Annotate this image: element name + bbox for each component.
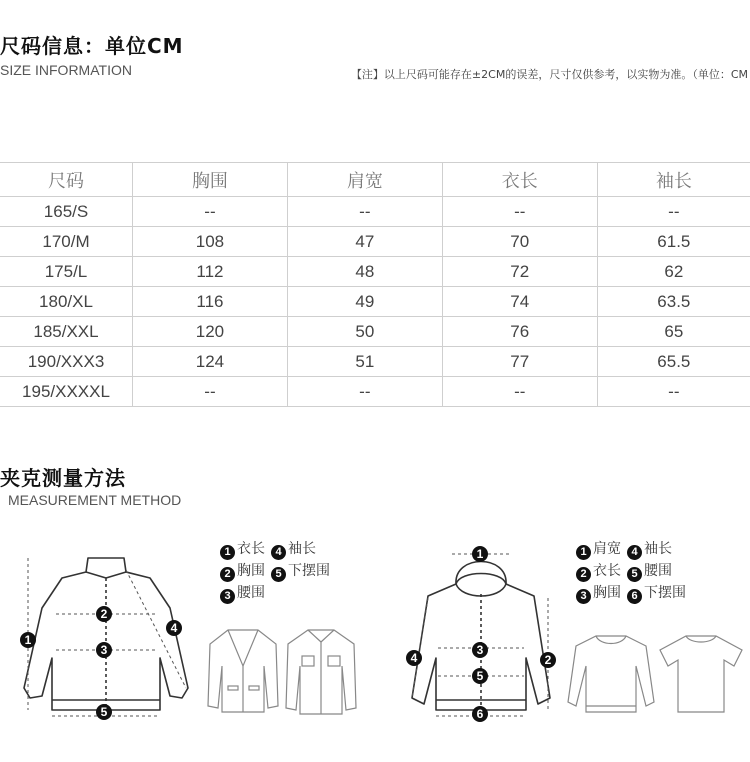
legend-item — [220, 538, 265, 560]
cell-size: 195/XXXXL — [0, 377, 133, 407]
measure-title-cn: 夹克测量方法 — [0, 466, 126, 490]
table-row — [0, 287, 750, 317]
cell-chest: 112 — [133, 257, 288, 287]
hoodie-hood — [456, 574, 506, 597]
header-sleeve: 袖长 — [597, 163, 750, 197]
hoodie-marker-4 — [406, 650, 422, 666]
cell-chest: 120 — [133, 317, 288, 347]
hoodie-outline — [412, 562, 550, 711]
cell-length: -- — [442, 197, 597, 227]
legend-label: 衣长 — [237, 541, 265, 557]
header-shoulder: 肩宽 — [287, 163, 442, 197]
svg-text:2: 2 — [100, 607, 108, 621]
marker-badge: 1 — [576, 545, 591, 560]
cell-sleeve: -- — [597, 197, 750, 227]
legend-item — [576, 538, 621, 560]
marker-badge: 4 — [627, 545, 642, 560]
shirt-sketch — [284, 626, 359, 716]
cell-length: -- — [442, 377, 597, 407]
jacket-marker-2 — [96, 606, 112, 622]
legend-item — [220, 582, 265, 604]
marker-badge: 3 — [220, 589, 235, 604]
cell-size: 170/M — [0, 227, 133, 257]
table-row — [0, 227, 750, 257]
hoodie-diagram — [396, 538, 566, 728]
cell-chest: -- — [133, 377, 288, 407]
legend-item — [271, 538, 316, 560]
cell-chest: 124 — [133, 347, 288, 377]
jacket-marker-3 — [96, 642, 112, 658]
legend-item — [627, 538, 672, 560]
svg-text:4: 4 — [410, 651, 418, 665]
svg-text:4: 4 — [170, 621, 178, 635]
table-row — [0, 197, 750, 227]
blazer-sketch — [206, 626, 281, 716]
hoodie-marker-6 — [472, 706, 488, 722]
legend-label: 下摆围 — [644, 585, 686, 601]
cell-length: 76 — [442, 317, 597, 347]
measure-title-en: MEASUREMENT METHOD — [8, 492, 182, 508]
legend-item — [627, 560, 672, 582]
svg-text:3: 3 — [100, 643, 108, 657]
legend-item — [271, 560, 330, 582]
cell-sleeve: 63.5 — [597, 287, 750, 317]
table-row — [0, 377, 750, 407]
cell-length: 70 — [442, 227, 597, 257]
table-row — [0, 317, 750, 347]
cell-chest: 116 — [133, 287, 288, 317]
jacket-diagram — [10, 548, 200, 728]
table-row — [0, 257, 750, 287]
legend-item — [576, 582, 621, 604]
size-table-header-row — [0, 163, 750, 197]
tshirt-sketch — [656, 632, 746, 716]
hoodie-marker-3 — [472, 642, 488, 658]
size-title-cn: 尺码信息：单位CM — [0, 34, 184, 58]
svg-text:3: 3 — [476, 643, 484, 657]
hoodie-marker-1 — [472, 546, 488, 562]
marker-badge: 4 — [271, 545, 286, 560]
cell-sleeve: 65.5 — [597, 347, 750, 377]
legend-right — [576, 538, 736, 604]
svg-text:1: 1 — [24, 633, 32, 647]
cell-shoulder: 51 — [287, 347, 442, 377]
legend-item — [576, 560, 621, 582]
cell-length: 72 — [442, 257, 597, 287]
cell-shoulder: 47 — [287, 227, 442, 257]
cell-shoulder: -- — [287, 377, 442, 407]
legend-label: 腰围 — [644, 563, 672, 579]
jacket-marker-5 — [96, 704, 112, 720]
header-length: 衣长 — [442, 163, 597, 197]
marker-badge: 5 — [627, 567, 642, 582]
legend-label: 袖长 — [644, 541, 672, 557]
cell-size: 175/L — [0, 257, 133, 287]
legend-label: 腰围 — [237, 585, 265, 601]
cell-chest: -- — [133, 197, 288, 227]
legend-item — [627, 582, 686, 604]
cell-sleeve: 61.5 — [597, 227, 750, 257]
size-title-en: SIZE INFORMATION — [0, 62, 132, 78]
jacket-marker-1 — [20, 632, 36, 648]
legend-left — [220, 538, 370, 604]
jacket-marker-4 — [166, 620, 182, 636]
legend-label: 胸围 — [237, 563, 265, 579]
cell-length: 74 — [442, 287, 597, 317]
cell-shoulder: 49 — [287, 287, 442, 317]
cell-sleeve: -- — [597, 377, 750, 407]
svg-text:5: 5 — [100, 705, 108, 719]
legend-item — [220, 560, 265, 582]
sweater-sketch — [566, 632, 656, 716]
marker-badge: 2 — [220, 567, 235, 582]
cell-length: 77 — [442, 347, 597, 377]
marker-badge: 2 — [576, 567, 591, 582]
cell-sleeve: 65 — [597, 317, 750, 347]
cell-shoulder: 48 — [287, 257, 442, 287]
header-chest: 胸围 — [133, 163, 288, 197]
cell-size: 165/S — [0, 197, 133, 227]
svg-text:5: 5 — [476, 669, 484, 683]
cell-shoulder: -- — [287, 197, 442, 227]
hoodie-marker-2 — [540, 652, 556, 668]
svg-text:1: 1 — [476, 547, 484, 561]
marker-badge: 5 — [271, 567, 286, 582]
legend-label: 肩宽 — [593, 541, 621, 557]
hoodie-marker-5 — [472, 668, 488, 684]
table-row — [0, 347, 750, 377]
size-table — [0, 162, 750, 407]
legend-label: 衣长 — [593, 563, 621, 579]
marker-badge: 3 — [576, 589, 591, 604]
cell-chest: 108 — [133, 227, 288, 257]
svg-text:2: 2 — [544, 653, 552, 667]
svg-text:6: 6 — [476, 707, 484, 721]
header-size: 尺码 — [0, 163, 133, 197]
jacket-collar — [86, 572, 126, 578]
cell-size: 185/XXL — [0, 317, 133, 347]
cell-sleeve: 62 — [597, 257, 750, 287]
cell-size: 190/XXX3 — [0, 347, 133, 377]
size-note: 【注】以上尺码可能存在±2CM的误差，尺寸仅供参考，以实物为准。（单位：CM — [350, 68, 748, 81]
legend-label: 下摆围 — [288, 563, 330, 579]
legend-label: 袖长 — [288, 541, 316, 557]
legend-label: 胸围 — [593, 585, 621, 601]
marker-badge: 1 — [220, 545, 235, 560]
marker-badge: 6 — [627, 589, 642, 604]
cell-shoulder: 50 — [287, 317, 442, 347]
cell-size: 180/XL — [0, 287, 133, 317]
